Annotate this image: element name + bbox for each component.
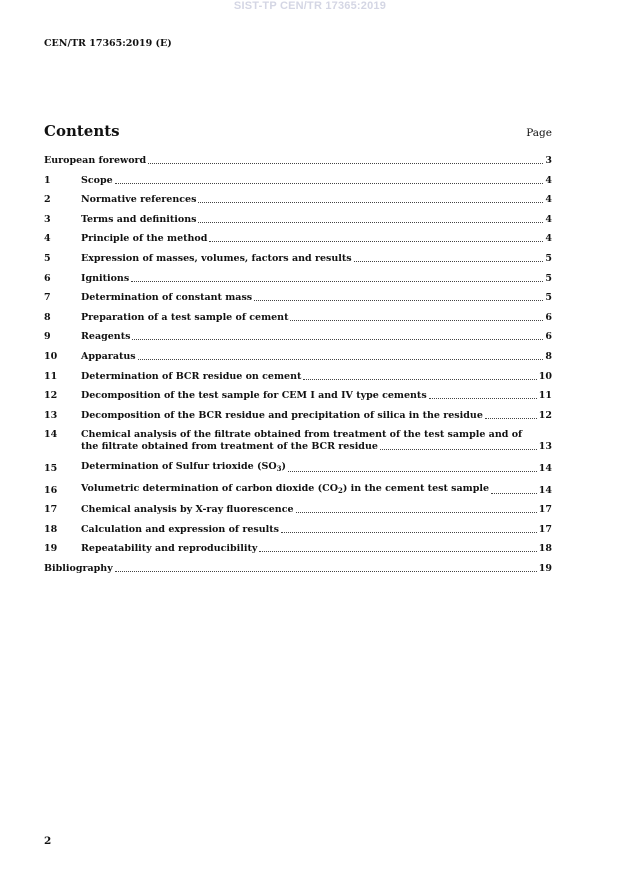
toc-leader-dots: [131, 281, 543, 282]
toc-leader-dots: [259, 551, 536, 552]
toc-entry-number: 1: [44, 174, 51, 186]
toc-entry-title: European foreword: [44, 155, 147, 166]
toc-entry-page: 3: [545, 155, 552, 166]
toc-leader-dots: [288, 471, 537, 472]
toc-entry-number: 14: [44, 429, 58, 441]
toc-entry-number: 3: [44, 213, 51, 225]
toc-entry-page: 4: [545, 194, 552, 206]
toc-entry-number: 4: [44, 233, 51, 245]
toc-entry-title: Repeatability and reproducibility: [81, 543, 258, 555]
toc-entry-page: 14: [538, 462, 552, 474]
page-column-label: Page: [526, 127, 552, 139]
toc-entry-title: Determination of BCR residue on cement: [81, 370, 302, 382]
toc-entry-title: Reagents: [81, 331, 131, 343]
toc-entry-page: 5: [545, 292, 552, 304]
toc-entry-number: 2: [44, 194, 51, 206]
toc-leader-dots: [115, 571, 537, 572]
toc-entry[interactable]: [44, 233, 552, 245]
toc-entry-page: 4: [545, 213, 552, 225]
toc-entry[interactable]: [44, 461, 552, 475]
toc-entry-number: 5: [44, 252, 51, 264]
toc-leader-dots: [132, 339, 543, 340]
toc-entry-title: Determination of constant mass: [81, 292, 253, 304]
toc-entry-title-line1: Chemical analysis of the filtrate obtained from treatment of the test sample and of: [81, 429, 523, 441]
toc-entry-number: 6: [44, 272, 51, 284]
toc-entry-page: 13: [538, 441, 552, 453]
toc-entry-number: 8: [44, 311, 51, 323]
toc-entry-title: Decomposition of the test sample for CEM I and IV type cements: [81, 390, 427, 402]
toc-entry[interactable]: [44, 214, 552, 226]
toc-leader-dots: [429, 398, 537, 399]
toc-entry-page: 5: [545, 252, 552, 264]
toc-entry-title: Scope: [81, 174, 113, 186]
toc-entry-number: 10: [44, 350, 58, 362]
toc-entry-title: Principle of the method: [81, 233, 208, 245]
toc-entry-page: 14: [538, 484, 552, 496]
toc-entry-title-line2: the filtrate obtained from treatment of the BCR residue: [81, 441, 378, 453]
toc-entry-title: Bibliography: [44, 562, 113, 574]
toc-entry-title: Expression of masses, volumes, factors and results: [81, 252, 352, 264]
document-id: CEN/TR 17365:2019 (E): [44, 38, 172, 49]
toc-entry[interactable]: [44, 410, 552, 422]
toc-entry-number: 17: [44, 504, 58, 516]
toc-entry[interactable]: [44, 253, 552, 265]
toc-entry[interactable]: [44, 483, 552, 497]
toc-entry-page: 17: [538, 504, 552, 516]
toc-entry-title: [81, 461, 286, 475]
toc-entry-title-text: Determination of Sulfur trioxide (SO: [81, 460, 277, 472]
toc-entry-title-text: Volumetric determination of carbon dioxide (CO: [81, 482, 338, 494]
toc-entry-title: [81, 483, 489, 497]
toc-entry[interactable]: [44, 175, 552, 187]
toc-leader-dots: [115, 183, 544, 184]
toc-entry-page: 4: [545, 233, 552, 245]
toc-leader-dots: [303, 379, 536, 380]
toc-entry-page: 6: [545, 311, 552, 323]
toc-leader-dots: [138, 359, 544, 360]
toc-leader-dots: [296, 512, 537, 513]
toc-entry-page: 17: [538, 523, 552, 535]
toc-entry-page: 11: [538, 390, 552, 402]
toc-entry-title: Terms and definitions: [81, 213, 197, 225]
toc-entry[interactable]: [44, 524, 552, 536]
subscript: 3: [276, 463, 282, 473]
toc-entry[interactable]: [44, 312, 552, 324]
watermark: SIST-TP CEN/TR 17365:2019: [233, 0, 387, 12]
toc-leader-dots: [281, 532, 537, 533]
toc-entry[interactable]: [44, 273, 552, 285]
toc-leader-dots: [198, 202, 543, 203]
toc-entry-title: Ignitions: [81, 272, 130, 284]
toc-entry[interactable]: [44, 371, 552, 383]
page-number: 2: [44, 835, 52, 847]
toc-entry-title: Apparatus: [81, 350, 136, 362]
subscript: 2: [338, 485, 343, 495]
toc-entry-title-line2-row: [81, 441, 552, 453]
toc-entry[interactable]: [44, 429, 552, 453]
toc-entry[interactable]: [44, 563, 552, 575]
toc-entry-number: 12: [44, 390, 58, 402]
toc-entry-page: 19: [538, 562, 552, 574]
toc-entry-title: Decomposition of the BCR residue and precipitation of silica in the residue: [81, 409, 483, 421]
toc-entry-title-text: ) in the cement test sample: [342, 482, 490, 494]
toc-entry-number: 7: [44, 292, 51, 304]
toc-leader-dots: [209, 241, 543, 242]
toc-entry-title: Normative references: [81, 194, 197, 206]
toc-leader-dots: [380, 449, 537, 450]
toc-leader-dots: [198, 222, 543, 223]
toc-entry-number: 13: [44, 409, 58, 421]
contents-title: Contents: [44, 122, 120, 140]
toc-entry-page: 4: [545, 174, 552, 186]
toc-entry[interactable]: [44, 390, 552, 402]
toc-entry-title-text: ): [281, 460, 287, 472]
toc-entry-body: [81, 429, 552, 453]
toc-entry-number: 11: [44, 370, 58, 382]
toc-entry[interactable]: [44, 504, 552, 516]
toc-entry[interactable]: [44, 331, 552, 343]
toc-entry[interactable]: [44, 351, 552, 363]
toc-entry[interactable]: [44, 543, 552, 555]
toc-entry[interactable]: [44, 155, 552, 167]
toc-entry-title: Chemical analysis by X-ray fluorescence: [81, 504, 294, 516]
toc-entry[interactable]: [44, 292, 552, 304]
toc-entry-page: 12: [538, 409, 552, 421]
toc-leader-dots: [290, 320, 543, 321]
table-of-contents: [44, 155, 552, 582]
toc-entry-page: 10: [538, 370, 552, 382]
toc-entry[interactable]: [44, 194, 552, 206]
toc-entry-number: 15: [44, 462, 58, 474]
toc-leader-dots: [148, 163, 543, 164]
toc-entry-page: 5: [545, 272, 552, 284]
toc-entry-title: Preparation of a test sample of cement: [81, 311, 289, 323]
toc-entry-number: 19: [44, 543, 58, 555]
toc-entry-page: 18: [538, 543, 552, 555]
toc-leader-dots: [354, 261, 544, 262]
toc-entry-page: 6: [545, 331, 552, 343]
toc-leader-dots: [491, 493, 537, 494]
toc-entry-number: 18: [44, 523, 58, 535]
toc-leader-dots: [254, 300, 543, 301]
toc-entry-page: 8: [545, 350, 552, 362]
toc-leader-dots: [485, 418, 537, 419]
toc-entry-number: 16: [44, 484, 58, 496]
toc-entry-number: 9: [44, 331, 51, 343]
toc-entry-title: Calculation and expression of results: [81, 523, 279, 535]
